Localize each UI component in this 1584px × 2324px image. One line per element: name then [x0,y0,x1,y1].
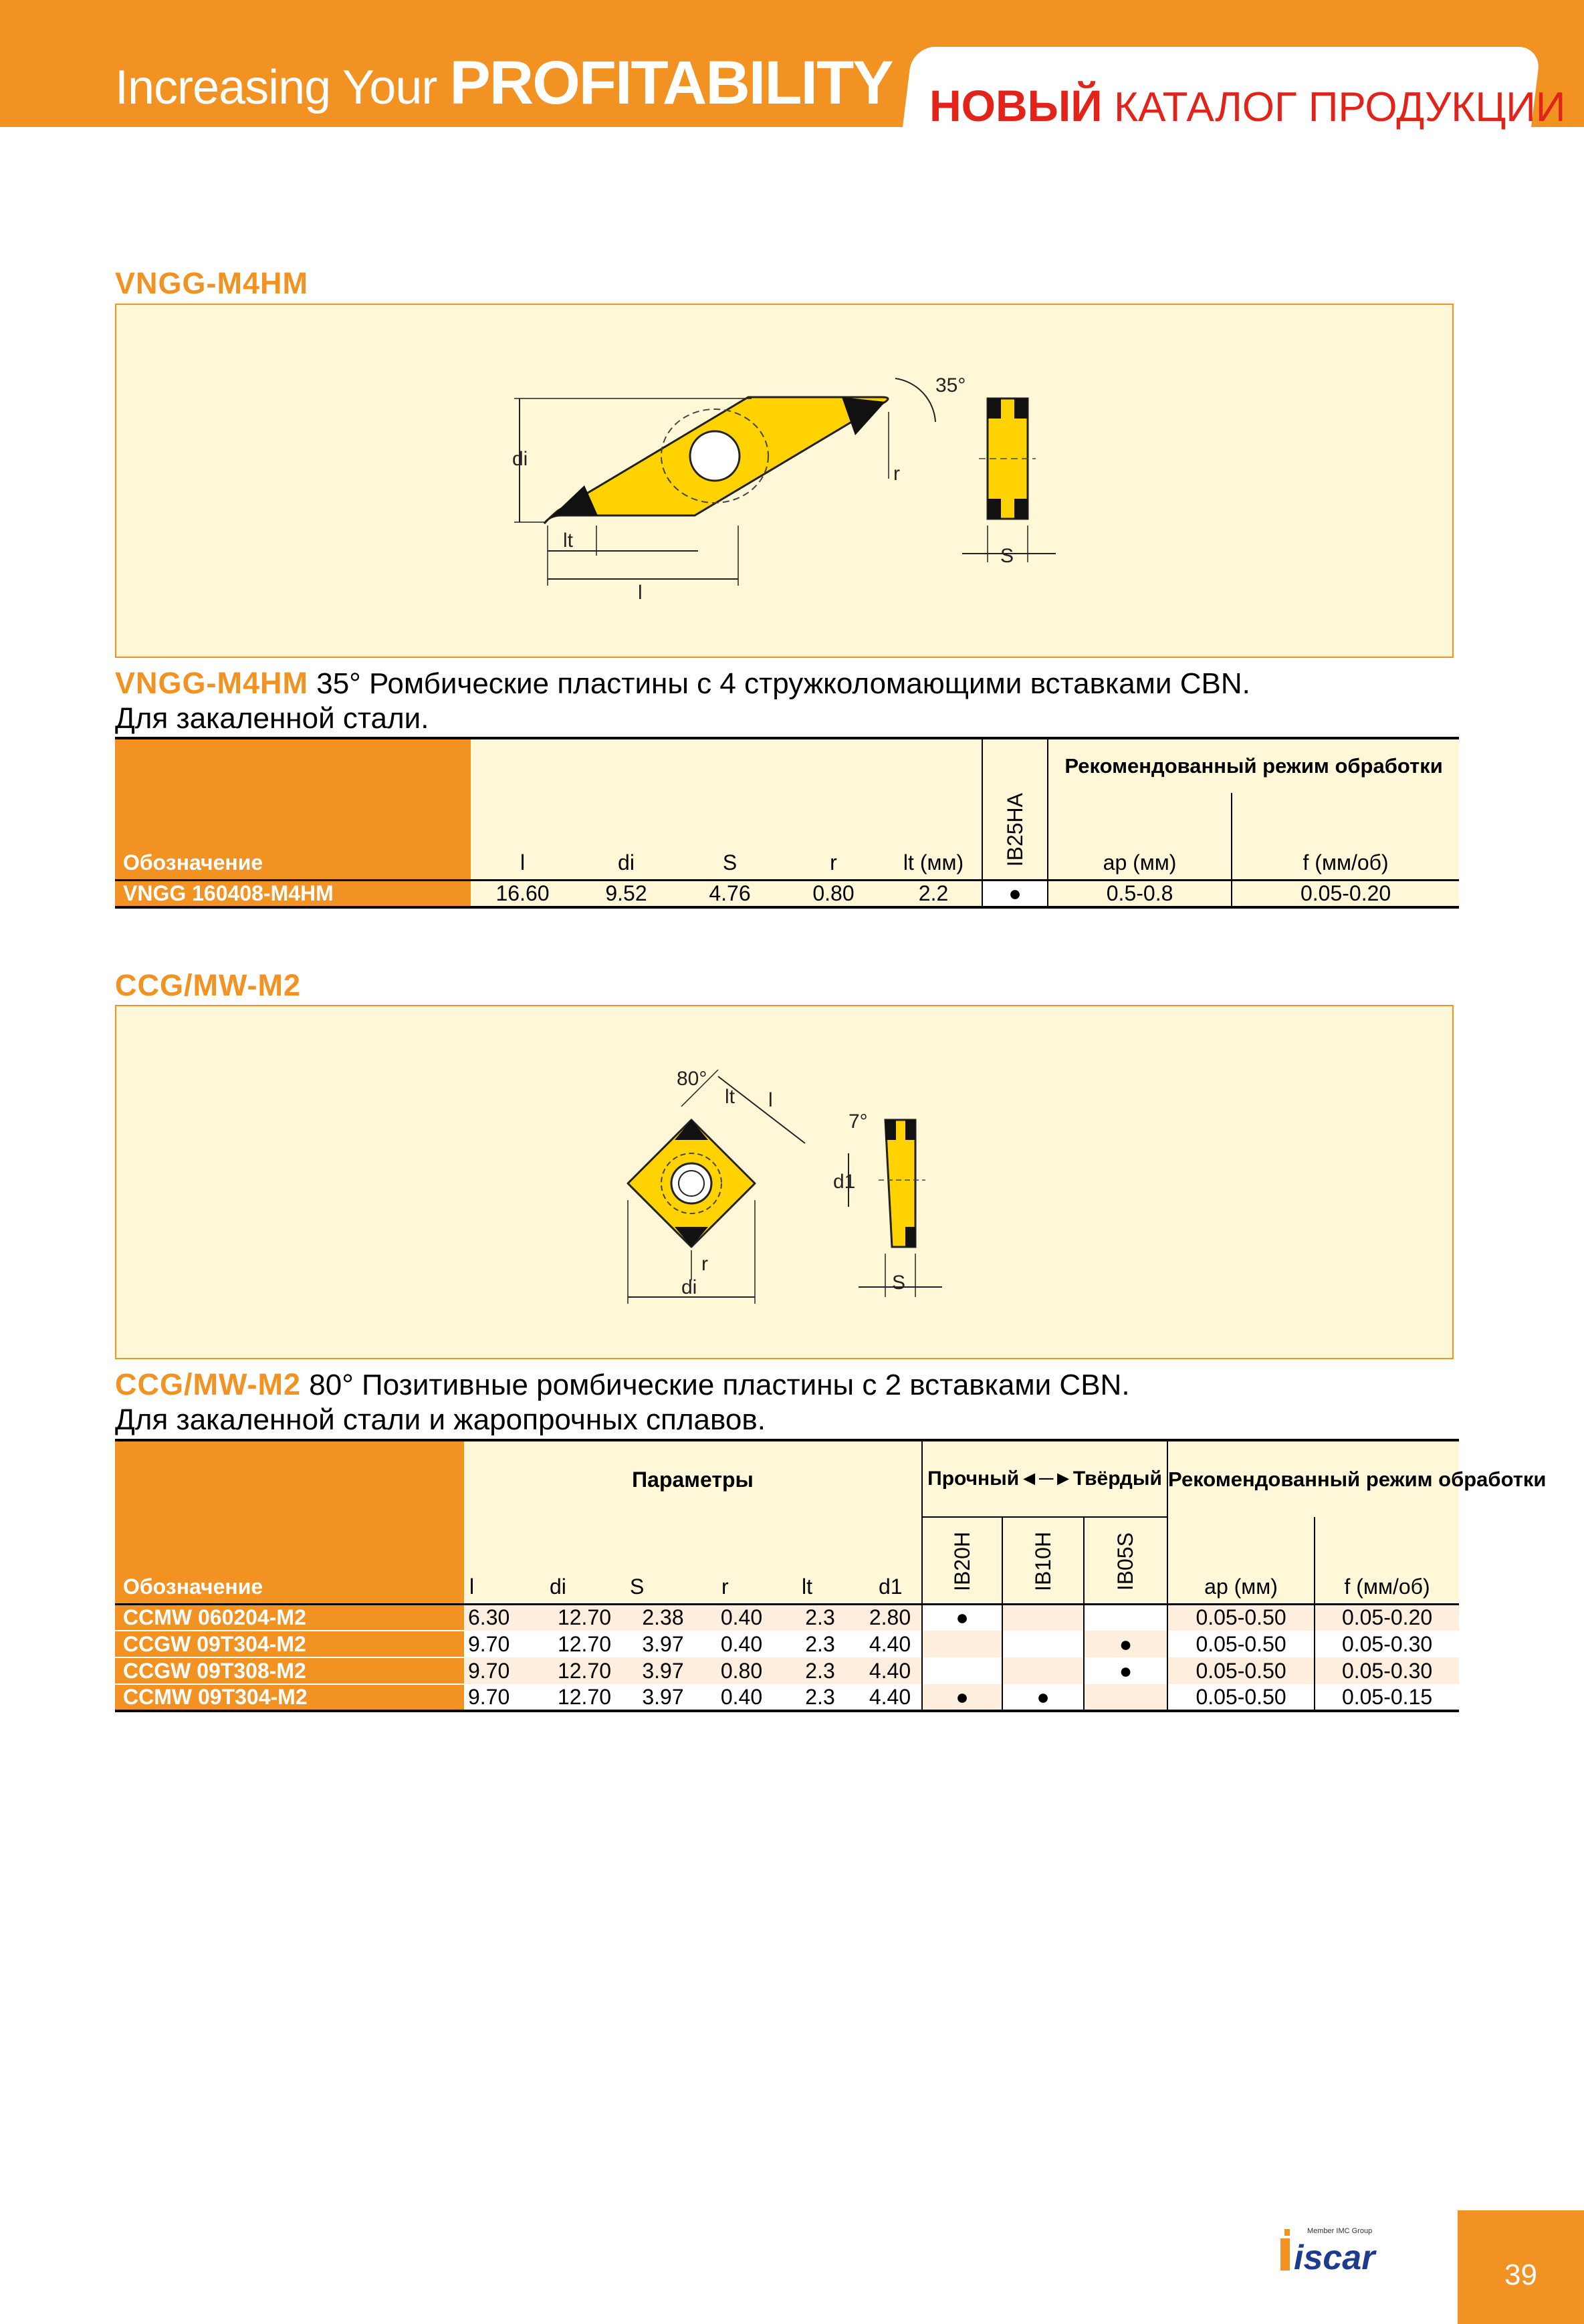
cell-grade-ib05s: ● [1084,1631,1167,1657]
col2-r: r [701,1517,782,1604]
logo-name: iscar [1294,2238,1375,2277]
vngg-insert-drawing [116,305,1454,658]
dim-lt: lt [563,530,573,552]
desc2-line1: 80° Позитивные ромбические пластины с 2 вставками CBN. [309,1369,1130,1401]
cell-s: 2.38 [625,1604,701,1631]
ccgw-designation-header: Обозначение [115,1440,464,1604]
catalog-title [929,80,1565,131]
ccgw-insert-drawing [116,1006,1454,1359]
title-prefix: Increasing Your [115,61,437,114]
section2-description [115,1367,1130,1437]
grade-ib20h: IB20H [949,1531,974,1591]
col-l: l [471,793,574,880]
dim-l: l [638,582,643,604]
cell-ap: 0.05-0.50 [1167,1657,1315,1684]
page-number-box [1458,2210,1584,2324]
grade-cell-ib10h [1002,1517,1084,1604]
table-row [115,880,1459,907]
col-r: r [782,793,885,880]
dim-r-2: r [701,1253,708,1275]
vngg-grade-cell [982,738,1048,880]
ccgw-toughness-scale [922,1440,1167,1517]
cell-r: 0.80 [782,880,885,907]
iscar-logo [1280,2224,1421,2281]
grade-ib10h: IB10H [1030,1531,1055,1591]
grade-cell-ib05s [1084,1517,1167,1604]
row-code: CCGW 09T308-M2 [115,1657,464,1684]
col2-di: di [544,1517,625,1604]
catalog-rest: КАТАЛОГ ПРОДУКЦИИ [1113,84,1566,130]
cell-grade-ib05s [1084,1604,1167,1631]
cell-lt: 2.3 [782,1631,859,1657]
cell-f: 0.05-0.30 [1315,1657,1459,1684]
col-f: f (мм/об) [1232,793,1459,880]
row-code: CCMW 09T304-M2 [115,1684,464,1711]
row-code: CCMW 060204-M2 [115,1604,464,1631]
grade-ib25ha: IB25HA [1002,793,1027,867]
dim-l-2: l [768,1089,773,1111]
ccgw-params-group: Параметры [464,1440,922,1517]
col2-f: f (мм/об) [1315,1517,1459,1604]
cell-grade-ib20h [922,1631,1002,1657]
cell-lt: 2.2 [885,880,982,907]
cell-grade-ib10h [1002,1657,1084,1684]
cell-grade-ib05s [1084,1684,1167,1711]
cell-di: 12.70 [544,1631,625,1657]
cell-s: 3.97 [625,1657,701,1684]
section1-description [115,666,1250,736]
table-row [115,1684,1459,1711]
iscar-logo-icon [1280,2224,1421,2277]
cell-di: 12.70 [544,1657,625,1684]
header-title [115,48,893,118]
section2-figure-box [115,1005,1454,1359]
cell-lt: 2.3 [782,1604,859,1631]
row-code: VNGG 160408-M4HM [115,880,471,907]
dim-di: di [512,448,528,470]
cell-lt: 2.3 [782,1684,859,1711]
cell-grade-ib20h: ● [922,1604,1002,1631]
cell-grade-ib10h [1002,1604,1084,1631]
cell-r: 0.40 [701,1604,782,1631]
page-number: 39 [1504,2258,1537,2291]
dim-d1: d1 [833,1171,856,1193]
cell-s: 4.76 [678,880,782,907]
cell-d1: 2.80 [859,1604,922,1631]
dim-angle: 35° [935,374,966,396]
col2-s: S [625,1517,701,1604]
dim-lt-2: lt [725,1086,735,1108]
col2-d1: d1 [859,1517,922,1604]
dim-relief-angle: 7° [848,1111,868,1133]
vngg-spec-table [115,737,1459,909]
dim-s-2: S [892,1272,906,1294]
desc1-line2: Для закаленной стали. [115,702,429,735]
cell-di: 12.70 [544,1684,625,1711]
toughness-arrow-icon: ◄─► [1019,1468,1073,1490]
cell-r: 0.80 [701,1657,782,1684]
vngg-designation-header: Обозначение [115,738,471,880]
cell-r: 0.40 [701,1631,782,1657]
col-lt: lt (мм) [885,793,982,880]
cell-ap: 0.05-0.50 [1167,1604,1315,1631]
cell-d1: 4.40 [859,1684,922,1711]
vngg-params-header-cell [471,738,982,793]
section1-figure-box [115,304,1454,658]
col-di: di [574,793,678,880]
section1-title: VNGG-M4HM [115,266,308,300]
col-ap: ap (мм) [1048,793,1232,880]
cell-lt: 2.3 [782,1657,859,1684]
cell-f: 0.05-0.15 [1315,1684,1459,1711]
cell-ap: 0.05-0.50 [1167,1684,1315,1711]
dim-di-2: di [681,1276,697,1298]
desc1-line1: 35° Ромбические пластины с 4 стружколомающими вставками CBN. [316,667,1250,700]
toughness-right: Твёрдый [1072,1468,1162,1490]
cell-s: 3.97 [625,1631,701,1657]
catalog-word: НОВЫЙ [929,81,1103,130]
col2-ap: ap (мм) [1167,1517,1315,1604]
cell-f: 0.05-0.30 [1315,1631,1459,1657]
cell-l: 6.30 [464,1604,544,1631]
cell-ap: 0.05-0.50 [1167,1631,1315,1657]
cell-l: 9.70 [464,1684,544,1711]
cell-grade: ● [982,880,1048,907]
cell-f: 0.05-0.20 [1232,880,1459,907]
dim-angle-80: 80° [677,1068,707,1090]
row-code: CCGW 09T304-M2 [115,1631,464,1657]
desc2-code: CCG/MW-M2 [115,1367,302,1401]
vngg-recommended-header: Рекомендованный режим обработки [1048,738,1459,793]
cell-grade-ib20h [922,1657,1002,1684]
desc1-code: VNGG-M4HM [115,666,308,700]
desc2-line2: Для закаленной стали и жаропрочных сплавов. [115,1403,766,1436]
cell-di: 9.52 [574,880,678,907]
grade-cell-ib20h [922,1517,1002,1604]
col2-l: l [464,1517,544,1604]
cell-grade-ib10h [1002,1631,1084,1657]
ccgw-spec-table [115,1439,1547,1712]
cell-s: 3.97 [625,1684,701,1711]
cell-l: 9.70 [464,1657,544,1684]
table-row [115,1657,1459,1684]
cell-l: 16.60 [471,880,574,907]
dim-s: S [1000,545,1014,567]
cell-d1: 4.40 [859,1631,922,1657]
section2-title: CCG/MW-M2 [115,968,302,1002]
cell-ap: 0.5-0.8 [1048,880,1232,907]
cell-grade-ib10h: ● [1002,1684,1084,1711]
table-row [115,1604,1459,1631]
logo-tag: Member IMC Group [1307,2227,1373,2235]
ccgw-recommended-header: Рекомендованный режим обработки [1167,1440,1459,1517]
cell-f: 0.05-0.20 [1315,1604,1459,1631]
cell-grade-ib05s: ● [1084,1657,1167,1684]
title-main: PROFITABILITY [449,49,893,117]
cell-d1: 4.40 [859,1657,922,1684]
dim-r: r [893,463,900,485]
grade-ib05s: IB05S [1113,1532,1138,1591]
cell-r: 0.40 [701,1684,782,1711]
cell-grade-ib20h: ● [922,1684,1002,1711]
table-row [115,1631,1459,1657]
col-s: S [678,793,782,880]
cell-l: 9.70 [464,1631,544,1657]
col2-lt: lt [782,1517,859,1604]
toughness-left: Прочный [927,1468,1020,1490]
cell-di: 12.70 [544,1604,625,1631]
